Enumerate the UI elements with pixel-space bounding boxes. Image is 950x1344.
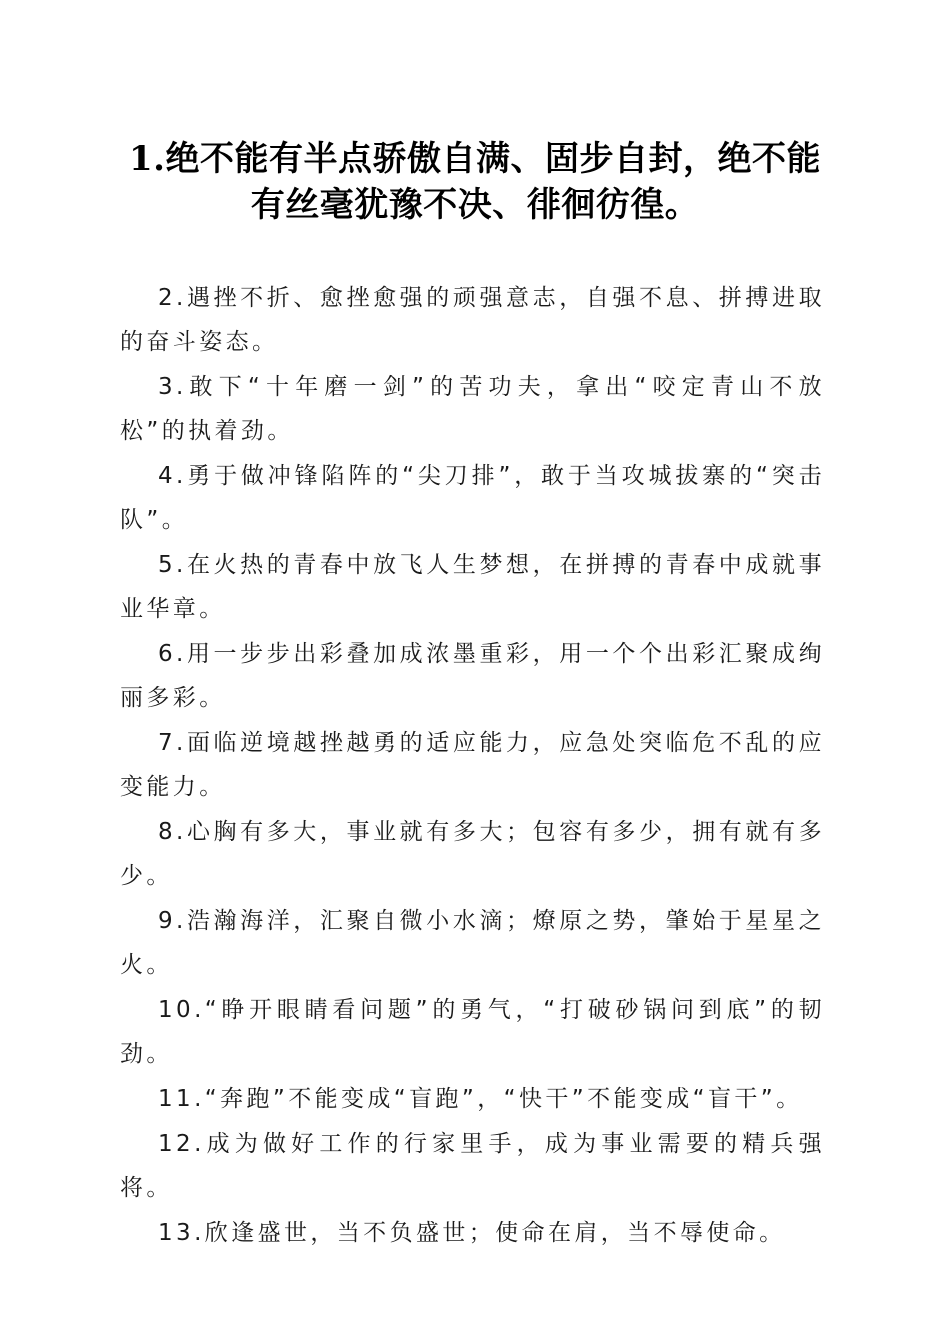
- page-title: [100, 136, 850, 228]
- title-line-1: 1.绝不能有半点骄傲自满、固步自封，绝不能: [129, 139, 821, 179]
- paragraph-item-12: 12.成为做好工作的行家里手，成为事业需要的精兵强将。: [120, 1131, 825, 1201]
- paragraph-item-6: 6.用一步步出彩叠加成浓墨重彩，用一个个出彩汇聚成绚丽多彩。: [120, 641, 825, 711]
- paragraph-item-4: 4.勇于做冲锋陷阵的“尖刀排”，敢于当攻城拔寨的“突击队”。: [120, 463, 825, 533]
- paragraph-item-13: 13.欣逢盛世，当不负盛世；使命在肩，当不辱使命。: [158, 1220, 786, 1246]
- document-body: [120, 276, 825, 1256]
- paragraph-item-8: 8.心胸有多大，事业就有多大；包容有多少，拥有就有多少。: [120, 819, 825, 889]
- paragraph-item-3: 3.敢下“十年磨一剑”的苦功夫，拿出“咬定青山不放松”的执着劲。: [120, 374, 825, 444]
- paragraph-item-2: 2.遇挫不折、愈挫愈强的顽强意志，自强不息、拼搏进取的奋斗姿态。: [120, 285, 825, 355]
- paragraph-item-7: 7.面临逆境越挫越勇的适应能力，应急处突临危不乱的应变能力。: [120, 730, 825, 800]
- paragraph-item-9: 9.浩瀚海洋，汇聚自微小水滴；燎原之势，肇始于星星之火。: [120, 908, 825, 978]
- title-line-2: 有丝毫犹豫不决、徘徊彷徨。: [250, 185, 700, 225]
- paragraph-item-11: 11.“奔跑”不能变成“盲跑”，“快干”不能变成“盲干”。: [158, 1086, 803, 1112]
- paragraph-item-10: 10.“睁开眼睛看问题”的勇气，“打破砂锅问到底”的韧劲。: [120, 997, 825, 1067]
- paragraph-item-5: 5.在火热的青春中放飞人生梦想，在拼搏的青春中成就事业华章。: [120, 552, 825, 622]
